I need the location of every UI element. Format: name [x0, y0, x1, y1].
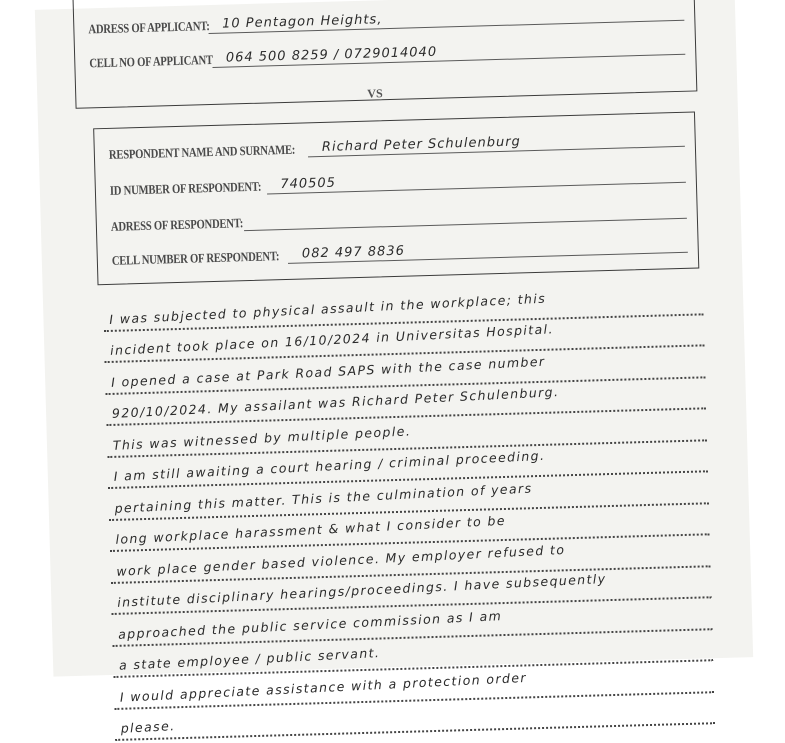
applicant-cell-value: 064 500 8259 / 0729014040	[225, 44, 438, 66]
respondent-cell-field[interactable]	[288, 232, 688, 264]
statement-text: I would appreciate assistance with a protection order	[119, 669, 528, 705]
statement-text: incident took place on 16/10/2024 in Universitas Hospital.	[109, 321, 555, 358]
applicant-cell-label: CELL NO OF APPLICANT	[89, 51, 213, 71]
applicant-section	[72, 0, 697, 109]
respondent-id-value: 740505	[280, 175, 337, 193]
statement-text: I was subjected to physical assault in the workplace; this	[108, 290, 547, 327]
statement-text: I opened a case at Park Road SAPS with the case number	[110, 353, 546, 390]
statement-text: This was witnessed by multiple people.	[112, 422, 412, 453]
respondent-section	[93, 112, 699, 286]
statement-text: please.	[120, 718, 176, 736]
statement-text: a state employee / public servant.	[118, 645, 381, 673]
respondent-id-field[interactable]	[266, 162, 686, 195]
respondent-name-value: Richard Peter Schulenburg	[321, 134, 522, 155]
statement-text: long workplace harassment & what I consider to be	[115, 512, 507, 547]
statement-text: I am still awaiting a court hearing / criminal proceeding.	[113, 447, 546, 484]
respondent-address-label: ADRESS OF RESPONDENT:	[110, 215, 244, 234]
statement-section	[103, 283, 715, 741]
respondent-name-label: RESPONDENT NAME AND SURNAME:	[108, 141, 296, 162]
respondent-cell-value: 082 497 8836	[301, 243, 406, 262]
statement-text: work place gender based violence. My employer refused to	[115, 541, 566, 579]
applicant-address-value: 10 Pentagon Heights,	[221, 12, 383, 32]
form-sheet	[35, 0, 753, 736]
applicant-cell-field[interactable]	[212, 34, 686, 68]
respondent-id-label: ID NUMBER OF RESPONDENT:	[109, 178, 262, 198]
applicant-address-label: ADRESS OF APPLICANT:	[88, 18, 210, 37]
statement-text: approached the public service commission as I am	[117, 607, 503, 642]
statement-text: institute disciplinary hearings/proceedings. I have subsequently	[116, 570, 607, 610]
statement-text: 920/10/2024. My assailant was Richard Peter Schulenburg.	[111, 384, 560, 421]
respondent-cell-label: CELL NUMBER OF RESPONDENT:	[111, 248, 280, 268]
versus-label: VS	[367, 86, 383, 101]
respondent-name-field[interactable]	[308, 126, 685, 158]
statement-text: pertaining this matter. This is the culmination of years	[114, 479, 533, 516]
